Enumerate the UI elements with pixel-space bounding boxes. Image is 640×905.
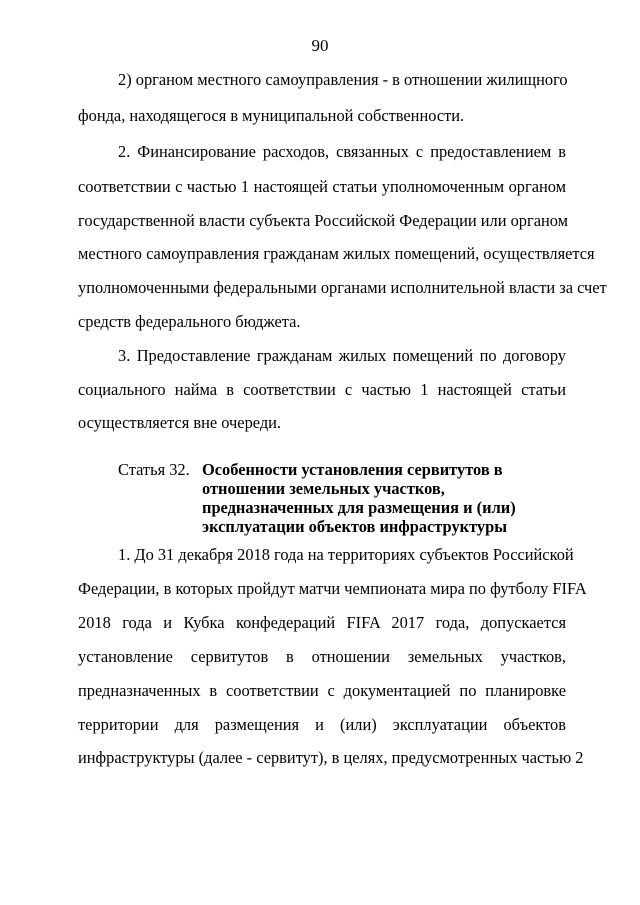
article-label: Статья 32. [118, 460, 190, 479]
clause-2-line-1: 2) органом местного самоуправления - в отношении жилищного [118, 70, 568, 89]
art32-part-1-line-3: 2018 года и Кубка конфедераций FIFA 2017 года, допускается [78, 613, 566, 632]
part-2-line-2: соответствии с частью 1 настоящей статьи уполномоченным органом [78, 177, 566, 196]
art32-part-1-line-4: установление сервитутов в отношении земельных участков, [78, 647, 566, 666]
part-2-line-3: государственной власти субъекта Российской Федерации или органом [78, 211, 569, 230]
art32-part-1-line-6: территории для размещения и (или) эксплуатации объектов [78, 715, 566, 734]
part-3-line-1: 3. Предоставление гражданам жилых помещений по договору [118, 346, 566, 365]
article-title: Особенности установления сервитутов в отношении земельных участков, предназначенных для размещения и (или) эксплуатации объектов инфраструктуры [202, 460, 516, 536]
part-2-line-4: местного самоуправления гражданам жилых помещений, осуществляется [78, 244, 595, 263]
part-3-line-3: осуществляется вне очереди. [78, 413, 282, 432]
part-2-line-5: уполномоченными федеральными органами исполнительной власти за счет [78, 278, 607, 297]
part-2-line-1: 2. Финансирование расходов, связанных с предоставлением в [118, 142, 566, 161]
page-number: 90 [311, 36, 329, 55]
part-3-line-2: социального найма в соответствии с частью 1 настоящей статьи [78, 380, 566, 399]
part-2-line-6: средств федерального бюджета. [78, 312, 301, 331]
art32-part-1-line-1: 1. До 31 декабря 2018 года на территориях субъектов Российской [118, 545, 574, 564]
art32-part-1-line-2: Федерации, в которых пройдут матчи чемпионата мира по футболу FIFA [78, 579, 587, 598]
art32-part-1-line-5: предназначенных в соответствии с документацией по планировке [78, 681, 566, 700]
clause-2-line-2: фонда, находящегося в муниципальной собственности. [78, 106, 465, 125]
art32-part-1-line-7: инфраструктуры (далее - сервитут), в целях, предусмотренных частью 2 [78, 748, 584, 767]
